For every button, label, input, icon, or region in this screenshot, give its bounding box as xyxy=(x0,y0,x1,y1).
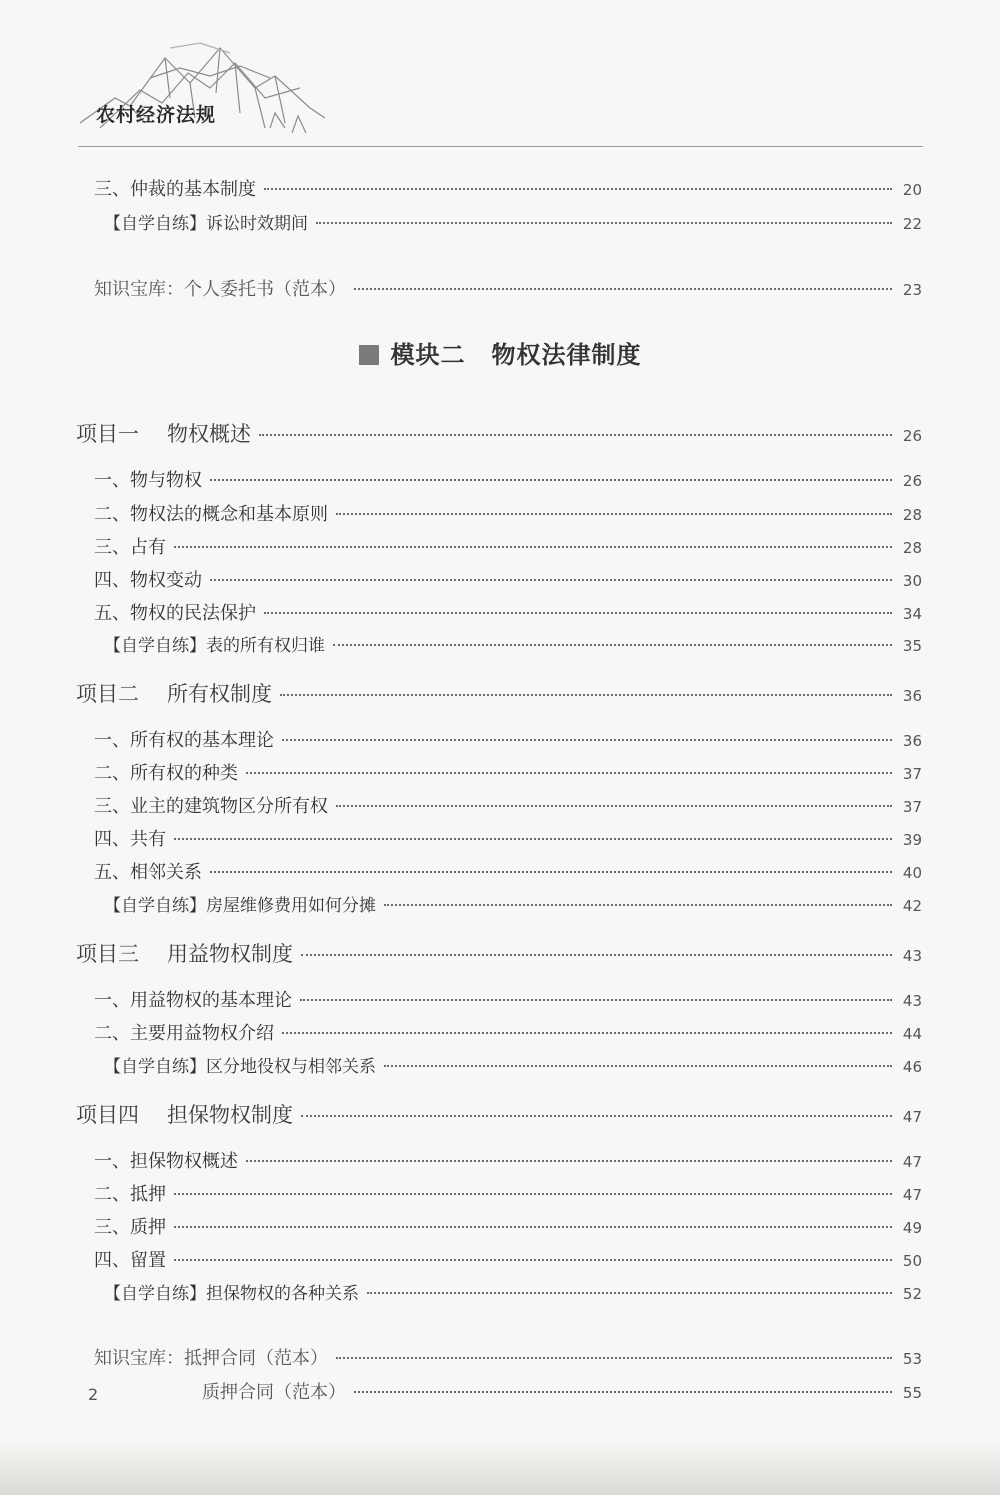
dot-leader xyxy=(316,222,892,224)
toc-entry[interactable] xyxy=(94,500,922,528)
toc-entry-text: 四、物权变动 xyxy=(94,570,202,591)
toc-entry-text: 二、所有权的种类 xyxy=(94,763,238,784)
toc-entry-text: 一、所有权的基本理论 xyxy=(94,730,274,751)
toc-entry-text: 【自学自练】诉讼时效期间 xyxy=(104,214,308,234)
toc-page-number: 53 xyxy=(902,1350,922,1368)
toc-entry-text: 【自学自练】表的所有权归谁 xyxy=(104,636,325,656)
toc-page-number: 43 xyxy=(902,947,922,965)
toc-page-number: 35 xyxy=(902,637,922,655)
toc-entry-self-study[interactable] xyxy=(104,1279,922,1307)
toc-page-number: 47 xyxy=(902,1108,922,1126)
toc-entry-text: 三、仲裁的基本制度 xyxy=(94,179,256,200)
project-title: 担保物权制度 xyxy=(167,1103,293,1127)
toc-entry-text: 四、共有 xyxy=(94,829,166,850)
toc-page-number: 20 xyxy=(902,181,922,199)
toc-entry-text: 五、物权的民法保护 xyxy=(94,603,256,624)
toc-page-number: 34 xyxy=(902,605,922,623)
toc-project-heading[interactable] xyxy=(76,418,922,446)
toc-entry-text: 质押合同（范本） xyxy=(202,1382,346,1403)
dot-leader xyxy=(300,999,892,1001)
dot-leader xyxy=(246,1160,892,1162)
toc-page-number: 36 xyxy=(902,687,922,705)
module-label: 模块二 xyxy=(390,341,466,369)
dot-leader xyxy=(259,434,892,436)
project-title: 用益物权制度 xyxy=(167,942,293,966)
toc-page-number: 37 xyxy=(902,798,922,816)
toc-entry[interactable] xyxy=(94,1180,922,1208)
dot-leader xyxy=(336,805,892,807)
dot-leader xyxy=(246,772,892,774)
toc-page-number: 55 xyxy=(902,1384,922,1402)
toc-entry-text: 二、物权法的概念和基本原则 xyxy=(94,504,328,525)
dot-leader xyxy=(301,1115,892,1117)
dot-leader xyxy=(336,513,892,515)
toc-page-number: 30 xyxy=(902,572,922,590)
toc-entry[interactable] xyxy=(94,533,922,561)
dot-leader xyxy=(174,546,892,548)
project-title: 所有权制度 xyxy=(167,682,272,706)
toc-entry-self-study[interactable] xyxy=(104,209,922,237)
toc-page-number: 40 xyxy=(902,864,922,882)
toc-page-number: 23 xyxy=(902,281,922,299)
toc-page-number: 28 xyxy=(902,539,922,557)
toc-page-number: 36 xyxy=(902,732,922,750)
header-divider xyxy=(78,146,923,147)
toc-entry[interactable] xyxy=(94,726,922,754)
module-title-text: 物权法律制度 xyxy=(491,341,642,369)
toc-page-number: 44 xyxy=(902,1025,922,1043)
toc-entry-knowledge-base[interactable] xyxy=(202,1378,922,1406)
toc-entry-text: 一、担保物权概述 xyxy=(94,1151,238,1172)
toc-entry[interactable] xyxy=(94,825,922,853)
square-bullet-icon xyxy=(359,345,379,365)
dot-leader xyxy=(336,1357,892,1359)
dot-leader xyxy=(367,1292,892,1294)
dot-leader xyxy=(333,644,892,646)
page-number: 2 xyxy=(88,1385,99,1404)
toc-entry-text: 二、抵押 xyxy=(94,1184,166,1205)
toc-entry-text: 三、占有 xyxy=(94,537,166,558)
toc-entry-text: 三、质押 xyxy=(94,1217,166,1238)
project-title: 物权概述 xyxy=(167,422,251,446)
toc-page-number: 26 xyxy=(902,472,922,490)
toc-page-number: 47 xyxy=(902,1186,922,1204)
module-heading xyxy=(0,335,1000,370)
toc-entry-text: 知识宝库：抵押合同（范本） xyxy=(94,1348,328,1369)
toc-page-number: 22 xyxy=(902,215,922,233)
toc-project-heading[interactable] xyxy=(76,1099,922,1127)
toc-page-number: 49 xyxy=(902,1219,922,1237)
toc-entry[interactable] xyxy=(94,1019,922,1047)
book-title: 农村经济法规 xyxy=(96,104,217,126)
toc-page-number: 42 xyxy=(902,897,922,915)
toc-entry-self-study[interactable] xyxy=(104,891,922,919)
toc-entry-text: 【自学自练】房屋维修费用如何分摊 xyxy=(104,896,376,916)
project-number: 项目一 xyxy=(76,422,139,446)
toc-entry-text: 【自学自练】区分地役权与相邻关系 xyxy=(104,1057,376,1077)
toc-entry-text: 一、物与物权 xyxy=(94,470,202,491)
project-number: 项目四 xyxy=(76,1103,139,1127)
toc-page-number: 46 xyxy=(902,1058,922,1076)
scan-shadow xyxy=(0,1440,1000,1495)
toc-entry-text: 四、留置 xyxy=(94,1250,166,1271)
toc-entry-knowledge-base[interactable] xyxy=(94,1344,922,1372)
toc-page-number: 26 xyxy=(902,427,922,445)
toc-entry-text: 一、用益物权的基本理论 xyxy=(94,990,292,1011)
dot-leader xyxy=(264,188,892,190)
dot-leader xyxy=(210,479,892,481)
toc-page-number: 37 xyxy=(902,765,922,783)
toc-page-number: 43 xyxy=(902,992,922,1010)
toc-project-heading[interactable] xyxy=(76,678,922,706)
toc-entry[interactable] xyxy=(94,1213,922,1241)
toc-page-number: 52 xyxy=(902,1285,922,1303)
toc-entry[interactable] xyxy=(94,858,922,886)
toc-project-heading[interactable] xyxy=(76,938,922,966)
toc-entry[interactable] xyxy=(94,1147,922,1175)
toc-entry-text: 【自学自练】担保物权的各种关系 xyxy=(104,1284,359,1304)
dot-leader xyxy=(210,871,892,873)
dot-leader xyxy=(210,579,892,581)
toc-page-number: 28 xyxy=(902,506,922,524)
dot-leader xyxy=(174,1193,892,1195)
dot-leader xyxy=(282,1032,892,1034)
toc-entry-self-study[interactable] xyxy=(104,1052,922,1080)
toc-entry-text: 五、相邻关系 xyxy=(94,862,202,883)
dot-leader xyxy=(174,1226,892,1228)
toc-entry-knowledge-base[interactable] xyxy=(94,275,922,303)
toc-page-number: 47 xyxy=(902,1153,922,1171)
toc-entry[interactable] xyxy=(94,566,922,594)
dot-leader xyxy=(384,904,892,906)
dot-leader xyxy=(174,1259,892,1261)
toc-entry[interactable] xyxy=(94,466,922,494)
project-number: 项目三 xyxy=(76,942,139,966)
toc-entry[interactable] xyxy=(94,986,922,1014)
toc-entry[interactable] xyxy=(94,1246,922,1274)
toc-entry[interactable] xyxy=(94,759,922,787)
dot-leader xyxy=(282,739,892,741)
dot-leader xyxy=(354,1391,892,1393)
dot-leader xyxy=(174,838,892,840)
toc-entry-self-study[interactable] xyxy=(104,631,922,659)
toc-entry-text: 三、业主的建筑物区分所有权 xyxy=(94,796,328,817)
dot-leader xyxy=(280,694,892,696)
dot-leader xyxy=(301,954,892,956)
project-number: 项目二 xyxy=(76,682,139,706)
dot-leader xyxy=(384,1065,892,1067)
toc-entry-text: 知识宝库：个人委托书（范本） xyxy=(94,279,346,300)
dot-leader xyxy=(264,612,892,614)
toc-page-number: 39 xyxy=(902,831,922,849)
dot-leader xyxy=(354,288,892,290)
toc-entry[interactable] xyxy=(94,599,922,627)
toc-page-number: 50 xyxy=(902,1252,922,1270)
toc-entry[interactable] xyxy=(94,175,922,203)
toc-entry[interactable] xyxy=(94,792,922,820)
toc-entry-text: 二、主要用益物权介绍 xyxy=(94,1023,274,1044)
